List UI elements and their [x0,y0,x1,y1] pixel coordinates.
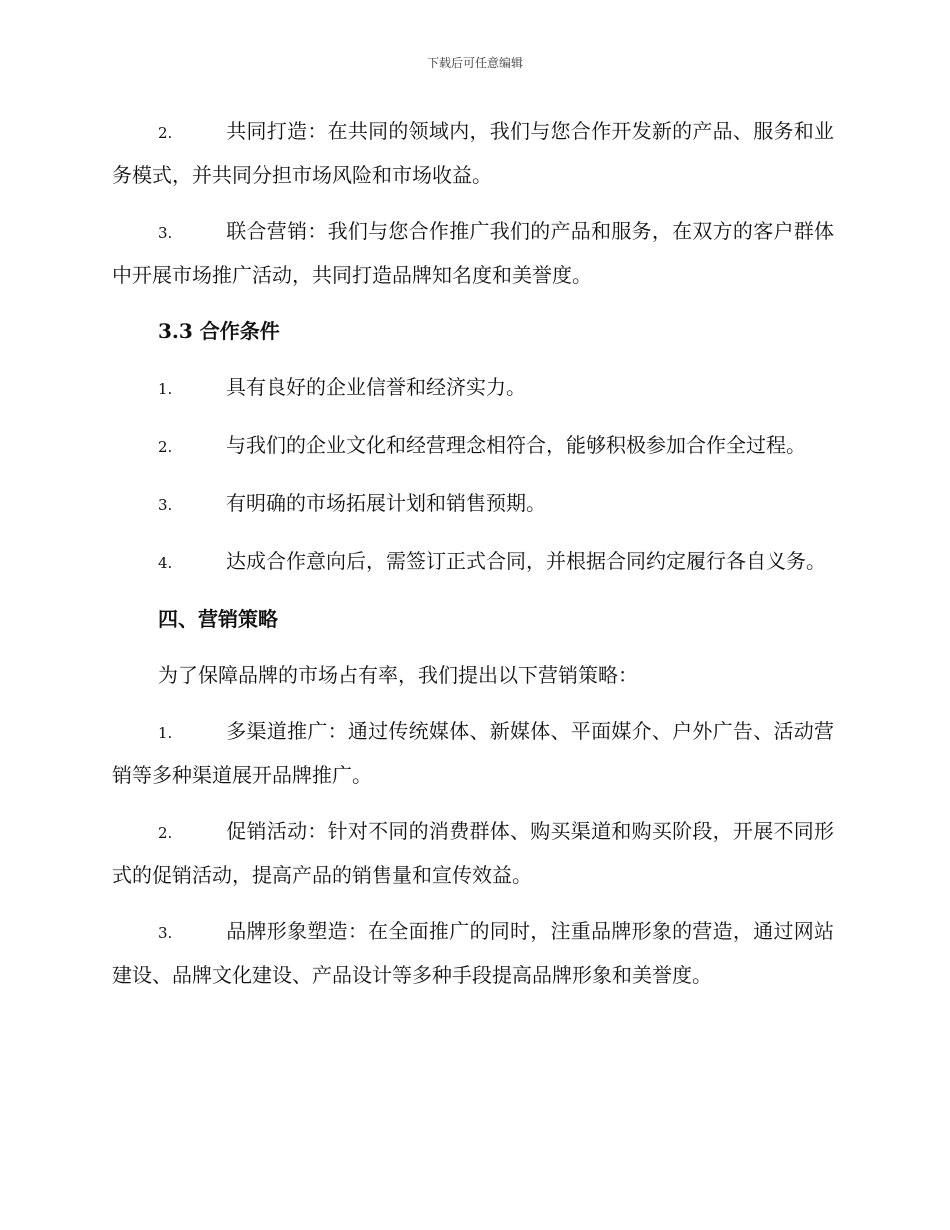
list-text: 有明确的市场拓展计划和销售预期。 [226,491,546,515]
list-number: 2. [158,824,173,842]
list-number: 3. [158,924,173,942]
section-heading-4: 四、营销策略 [158,607,278,631]
list-item [112,710,834,796]
list-item [112,210,834,296]
list-number: 1. [158,724,173,742]
list-number: 2. [158,124,173,142]
list-item [112,540,834,584]
section-intro: 为了保障品牌的市场占有率，我们提出以下营销策略： [158,663,638,687]
list-text: 具有良好的企业信誉和经济实力。 [226,375,526,399]
list-text: 联合营销：我们与您合作推广我们的产品和服务，在双方的客户群体中开展市场推广活动，共同打造品牌知名度和美誉度。 [112,219,834,287]
list-item [112,482,834,526]
list-text: 多渠道推广：通过传统媒体、新媒体、平面媒介、户外广告、活动营销等多种渠道展开品牌推广。 [112,719,834,787]
list-item [112,910,834,996]
page-header: 下载后可任意编辑 [426,56,523,70]
list-number: 3. [158,496,173,514]
list-text: 促销活动：针对不同的消费群体、购买渠道和购买阶段，开展不同形式的促销活动，提高产品的销售量和宣传效益。 [112,819,834,887]
list-item [112,366,834,410]
list-number: 4. [158,554,173,572]
document-body [112,110,834,1010]
list-number: 1. [158,380,173,398]
list-text: 品牌形象塑造：在全面推广的同时，注重品牌形象的营造，通过网站建设、品牌文化建设、产品设计等多种手段提高品牌形象和美誉度。 [112,919,834,987]
section-heading-3-3: 3.3 合作条件 [158,319,280,343]
list-item [112,424,834,468]
list-item [112,810,834,896]
list-item [112,110,834,196]
list-text: 与我们的企业文化和经营理念相符合，能够积极参加合作全过程。 [226,433,806,457]
list-number: 3. [158,224,173,242]
list-text: 共同打造：在共同的领域内，我们与您合作开发新的产品、服务和业务模式，并共同分担市场风险和市场收益。 [112,119,834,187]
list-text: 达成合作意向后，需签订正式合同，并根据合同约定履行各自义务。 [226,549,826,573]
list-number: 2. [158,438,173,456]
